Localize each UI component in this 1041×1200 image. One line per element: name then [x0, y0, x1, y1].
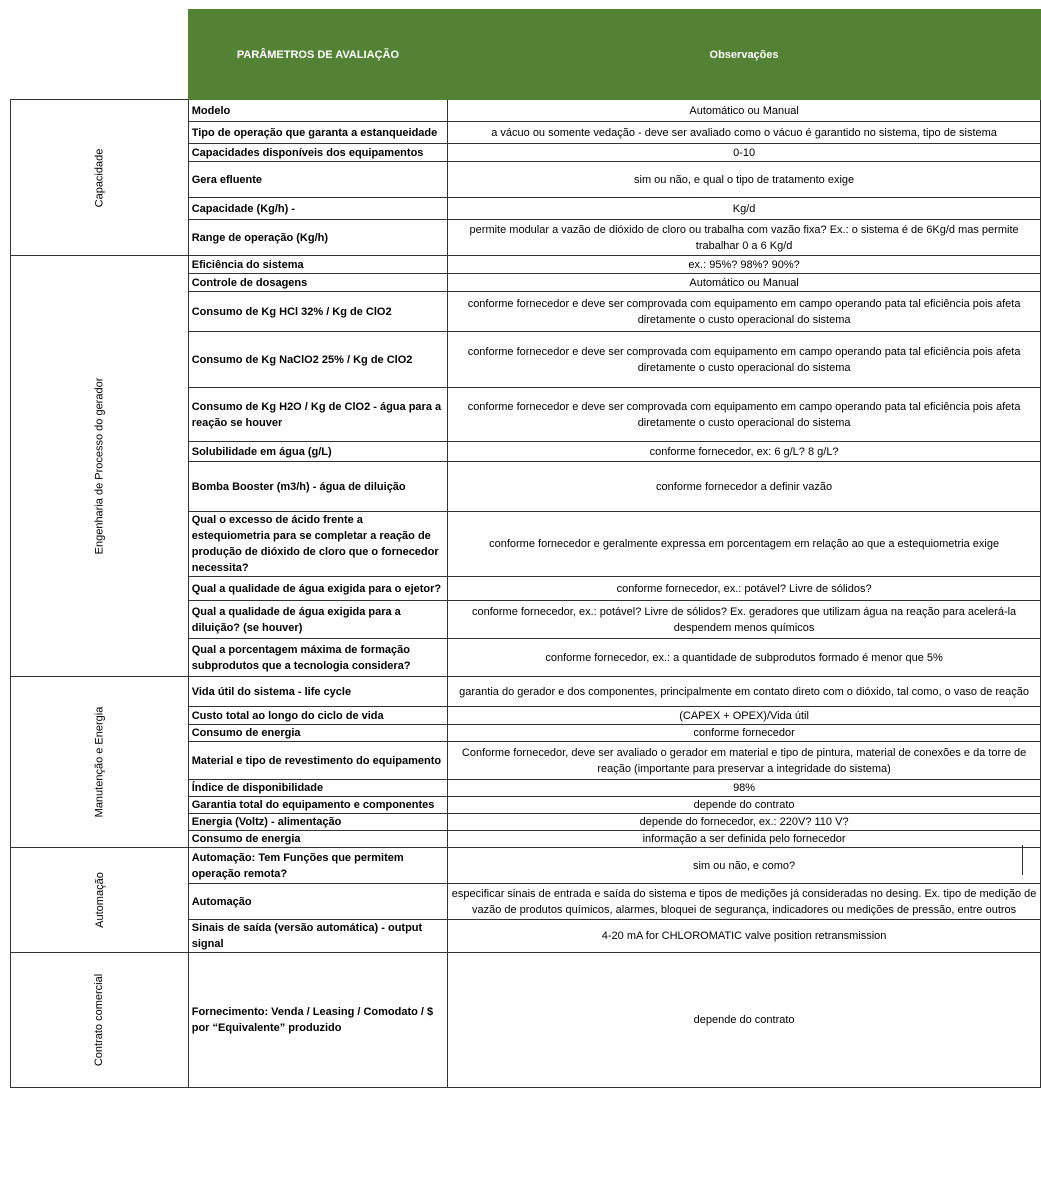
parameter-cell: Fornecimento: Venda / Leasing / Comodato / $ por “Equivalente” produzido: [188, 953, 447, 1088]
category-label: Manutenção e Energia: [93, 706, 106, 818]
header-row: [11, 10, 1041, 100]
category-cell: [11, 848, 189, 953]
parameter-cell: Energia (Voltz) - alimentação: [188, 814, 447, 831]
observation-cell: depende do contrato: [448, 797, 1041, 814]
observation-cell: a vácuo ou somente vedação - deve ser avaliado como o vácuo é garantido no sistema, tipo de sistema: [448, 122, 1041, 144]
parameter-cell: Capacidade (Kg/h) -: [188, 198, 447, 220]
table-row: [11, 953, 1041, 1088]
table-row: [11, 256, 1041, 274]
parameter-cell: Bomba Booster (m3/h) - água de diluição: [188, 462, 447, 512]
observation-cell: conforme fornecedor: [448, 725, 1041, 742]
cell-border-fragment: [1022, 845, 1023, 875]
parameter-cell: Eficiência do sistema: [188, 256, 447, 274]
parameter-cell: Garantia total do equipamento e componentes: [188, 797, 447, 814]
table-body: [11, 10, 1041, 1088]
parameter-cell: Índice de disponibilidade: [188, 780, 447, 797]
category-cell: [11, 953, 189, 1088]
observation-cell: permite modular a vazão de dióxido de cloro ou trabalha com vazão fixa? Ex.: o sistema é de 6Kg/d mas permite trabalhar 0 a 6 Kg/d: [448, 220, 1041, 256]
parameter-cell: Consumo de Kg HCl 32% / Kg de ClO2: [188, 292, 447, 332]
observation-cell: (CAPEX + OPEX)/Vida útil: [448, 707, 1041, 725]
observation-cell: Kg/d: [448, 198, 1041, 220]
obs-header: Observações: [448, 10, 1041, 100]
evaluation-sheet: [10, 9, 1041, 1088]
parameter-cell: Tipo de operação que garanta a estanqueidade: [188, 122, 447, 144]
observation-cell: Conforme fornecedor, deve ser avaliado o gerador em material e tipo de pintura, material de conexões e da torre de reação (importante para preservar a integridade do sistema): [448, 742, 1041, 780]
category-cell: [11, 677, 189, 848]
observation-cell: 4-20 mA for CHLOROMATIC valve position retransmission: [448, 920, 1041, 953]
observation-cell: Automático ou Manual: [448, 274, 1041, 292]
observation-cell: depende do contrato: [448, 953, 1041, 1088]
parameter-cell: Range de operação (Kg/h): [188, 220, 447, 256]
parameter-cell: Qual a qualidade de água exigida para o ejetor?: [188, 577, 447, 601]
parameter-cell: Consumo de energia: [188, 725, 447, 742]
table-row: [11, 848, 1041, 884]
observation-cell: conforme fornecedor e deve ser comprovada com equipamento em campo operando pata tal eficiência pois afeta diretamente o custo operacional do sistema: [448, 332, 1041, 388]
parameter-cell: Consumo de Kg NaClO2 25% / Kg de ClO2: [188, 332, 447, 388]
observation-cell: conforme fornecedor, ex.: potável? Livre de sólidos? Ex. geradores que utilizam água na reação para acelerá-la despendem menos químicos: [448, 601, 1041, 639]
observation-cell: conforme fornecedor, ex.: a quantidade de subprodutos formado é menor que 5%: [448, 639, 1041, 677]
observation-cell: conforme fornecedor a definir vazão: [448, 462, 1041, 512]
parameter-cell: Qual a porcentagem máxima de formação subprodutos que a tecnologia considera?: [188, 639, 447, 677]
observation-cell: conforme fornecedor, ex.: potável? Livre de sólidos?: [448, 577, 1041, 601]
observation-cell: 98%: [448, 780, 1041, 797]
observation-cell: Automático ou Manual: [448, 100, 1041, 122]
observation-cell: conforme fornecedor, ex: 6 g/L? 8 g/L?: [448, 442, 1041, 462]
parameter-cell: Qual o excesso de ácido frente a estequiometria para se completar a reação de produção de dióxido de cloro que o fornecedor necessita?: [188, 512, 447, 577]
observation-cell: especificar sinais de entrada e saída do sistema e tipos de medições já consideradas no desing. Ex. tipo de medição de vazão de produtos químicos, alarmes, bloquei de segurança, indicadores ou medições de pressão, entre outros: [448, 884, 1041, 920]
parameter-cell: Qual a qualidade de água exigida para a diluição? (se houver): [188, 601, 447, 639]
parameter-cell: Automação: [188, 884, 447, 920]
observation-cell: 0-10: [448, 144, 1041, 162]
parameter-cell: Consumo de energia: [188, 831, 447, 848]
observation-cell: depende do fornecedor, ex.: 220V? 110 V?: [448, 814, 1041, 831]
parameter-cell: Material e tipo de revestimento do equipamento: [188, 742, 447, 780]
category-label: Engenharia de Processo do gerador: [93, 377, 106, 555]
category-cell: [11, 256, 189, 677]
category-label: Capacidade: [93, 148, 106, 207]
category-label: Contrato comercial: [93, 973, 106, 1067]
observation-cell: informação a ser definida pelo fornecedor: [448, 831, 1041, 848]
parameter-cell: Capacidades disponíveis dos equipamentos: [188, 144, 447, 162]
observation-cell: conforme fornecedor e deve ser comprovada com equipamento em campo operando pata tal eficiência pois afeta diretamente o custo operacional do sistema: [448, 292, 1041, 332]
category-cell: [11, 100, 189, 256]
parameter-cell: Controle de dosagens: [188, 274, 447, 292]
parameter-cell: Consumo de Kg H2O / Kg de ClO2 - água para a reação se houver: [188, 388, 447, 442]
table-row: [11, 100, 1041, 122]
header-blank-cell: [11, 10, 189, 100]
parameter-cell: Solubilidade em água (g/L): [188, 442, 447, 462]
parameter-cell: Sinais de saída (versão automática) - output signal: [188, 920, 447, 953]
evaluation-table: [10, 9, 1041, 1088]
table-row: [11, 677, 1041, 707]
observation-cell: sim ou não, e qual o tipo de tratamento exige: [448, 162, 1041, 198]
parameter-cell: Automação: Tem Funções que permitem operação remota?: [188, 848, 447, 884]
parameter-cell: Modelo: [188, 100, 447, 122]
parameter-cell: Vida útil do sistema - life cycle: [188, 677, 447, 707]
category-label: Automação: [93, 872, 106, 928]
observation-cell: sim ou não, e como?: [448, 848, 1041, 884]
parameter-cell: Gera efluente: [188, 162, 447, 198]
observation-cell: ex.: 95%? 98%? 90%?: [448, 256, 1041, 274]
parameter-cell: Custo total ao longo do ciclo de vida: [188, 707, 447, 725]
observation-cell: conforme fornecedor e deve ser comprovada com equipamento em campo operando pata tal eficiência pois afeta diretamente o custo operacional do sistema: [448, 388, 1041, 442]
observation-cell: conforme fornecedor e geralmente expressa em porcentagem em relação ao que a estequiometria exige: [448, 512, 1041, 577]
observation-cell: garantia do gerador e dos componentes, principalmente em contato direto com o dióxido, tal como, o vaso de reação: [448, 677, 1041, 707]
param-header: PARÂMETROS DE AVALIAÇÃO: [188, 10, 447, 100]
